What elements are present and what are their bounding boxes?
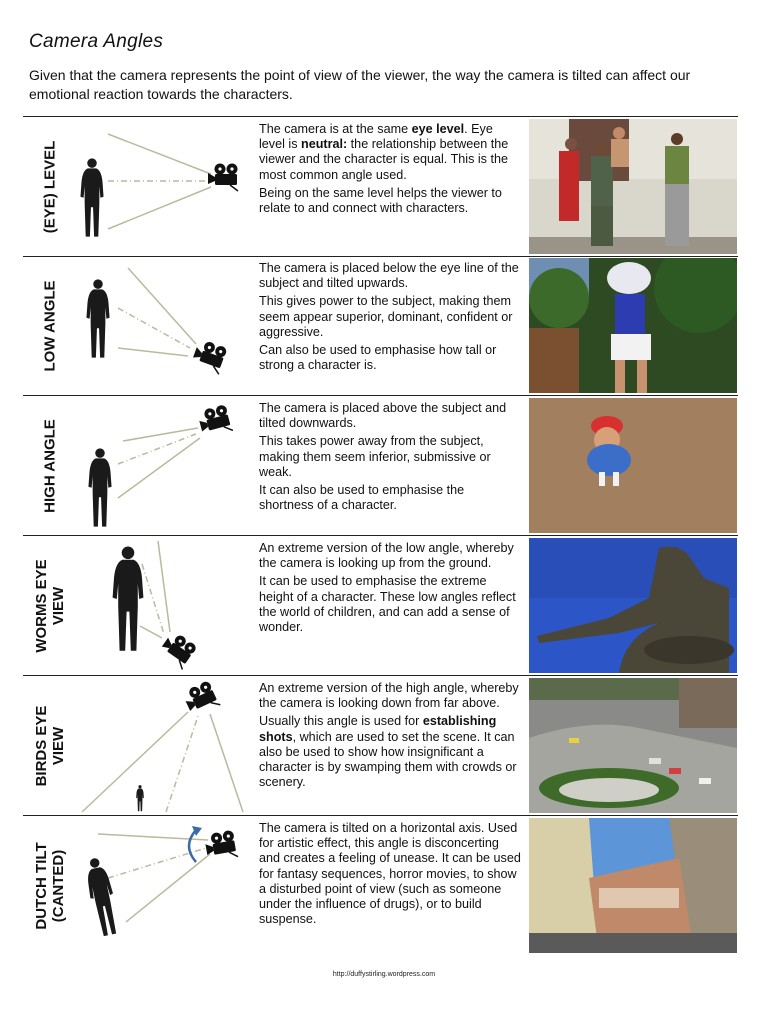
worms-eye-photo	[529, 538, 737, 673]
birds-eye-diagram	[78, 676, 258, 815]
row-dutch-tilt	[23, 816, 738, 955]
row-eye-level	[23, 116, 738, 257]
person-icon	[113, 547, 144, 651]
eye-level-diagram	[78, 117, 258, 256]
person-icon	[136, 785, 144, 811]
row-label: HIGH ANGLE	[41, 418, 59, 513]
row-description: The camera is tilted on a horizontal axis. Used for artistic effect, this angle is disconcerting and creates a feeling of unease. It can be used for fantasy sequences, horror movies, to show a disturbed point of view (such as someone under the influence of drugs), or to build suspense.	[259, 821, 521, 927]
person-icon	[88, 448, 111, 526]
high-angle-photo	[529, 398, 737, 533]
dutch-tilt-photo	[529, 818, 737, 953]
row-description: An extreme version of the high angle, whereby the camera is looking down from far above. Usually this angle is used for establishing shots, which are used to set the scene. It can also be used to show how insignificant a character is by swamping them with crowds or scenery.	[259, 681, 519, 790]
movie-camera-icon	[204, 830, 238, 862]
dutch-tilt-diagram	[78, 816, 258, 955]
movie-camera-icon	[158, 630, 198, 670]
page-title: Camera Angles	[29, 31, 164, 52]
low-angle-photo	[529, 258, 737, 393]
row-label: WORMS EYE VIEW	[33, 558, 67, 653]
high-angle-diagram	[78, 396, 258, 535]
row-label: DUTCH TILT (CANTED)	[33, 841, 67, 930]
row-label: BIRDS EYE VIEW	[33, 705, 67, 786]
row-label: LOW ANGLE	[41, 279, 59, 372]
person-icon	[80, 158, 103, 236]
row-description: The camera is placed below the eye line of the subject and tilted upwards. This gives power to the subject, making them seem appear superior, dominant, confident or aggressive. Can also be used to emphasise how tall or strong a character is.	[259, 261, 519, 373]
row-high-angle	[23, 396, 738, 536]
person-icon	[82, 856, 121, 937]
movie-camera-icon	[208, 164, 238, 192]
row-label: (EYE) LEVEL	[41, 140, 59, 233]
intro-paragraph: Given that the camera represents the point of view of the viewer, the way the camera is tilted can affect our emotional reaction towards the characters.	[29, 67, 691, 102]
row-description: An extreme version of the low angle, whereby the camera is looking up from the ground. It can be used to emphasise the extreme height of a character. These low angles reflect the world of children, and can add a sense of wonder.	[259, 541, 516, 635]
rotation-arrow-icon	[189, 830, 196, 862]
row-birds-eye-view	[23, 676, 738, 816]
row-description: The camera is at the same eye level. Eye level is neutral: the relationship between the viewer and the character is equal. This is the most common angle used. Being on the same level helps the viewer to relate to and connect with characters.	[259, 122, 509, 216]
worms-eye-diagram	[78, 536, 258, 675]
eye-level-photo	[529, 119, 737, 254]
footer-url: http://duffystirling.wordpress.com	[332, 971, 436, 978]
row-low-angle	[23, 256, 738, 396]
row-description: The camera is placed above the subject and tilted downwards. This takes power away from the subject, making them seem inferior, submissive or weak. It can also be used to emphasise the shortness of a character.	[259, 401, 507, 513]
birds-eye-photo	[529, 678, 737, 813]
person-icon	[86, 279, 109, 357]
movie-camera-icon	[197, 404, 233, 438]
low-angle-diagram	[78, 256, 258, 395]
row-worms-eye-view	[23, 536, 738, 676]
